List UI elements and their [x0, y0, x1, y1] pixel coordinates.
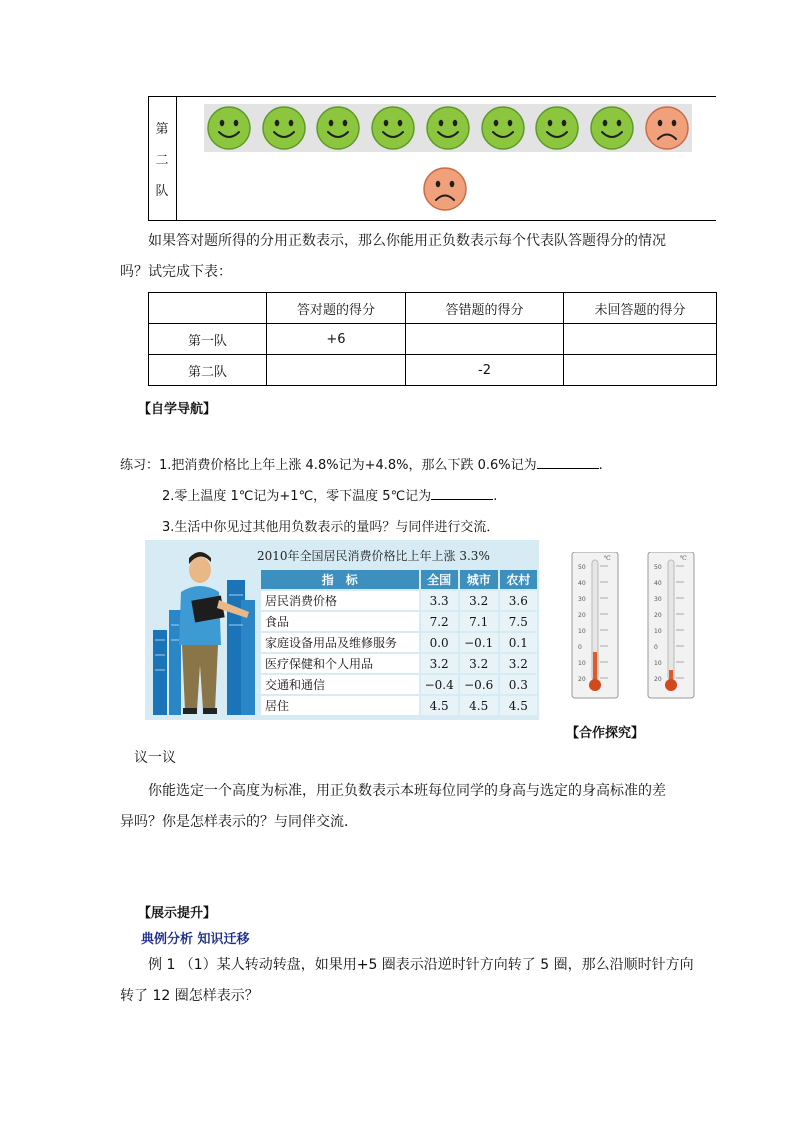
table-cell: 家庭设备用品及维修服务: [261, 633, 419, 652]
intro-line-1: 如果答对题所得的分用正数表示，那么你能用正负数表示每个代表队答题得分的情况: [148, 233, 666, 249]
example-line-1: 例 1 （1）某人转动转盘，如果用+5 圈表示沿逆时针方向转了 5 圈，那么沿顺时针方向: [148, 957, 694, 973]
answer-blank: [537, 456, 599, 469]
answer-blank: [431, 487, 493, 500]
table-cell: 7.1: [460, 612, 498, 631]
unit-label: ℃: [604, 555, 611, 562]
table-cell: 4.5: [500, 696, 537, 715]
table-cell: 7.2: [421, 612, 458, 631]
table-cell: +6: [267, 324, 406, 355]
tick-label: 10: [578, 628, 586, 635]
table-row: [149, 324, 717, 355]
table-row: [261, 612, 537, 631]
table-cell: 3.6: [500, 591, 537, 610]
table-row: [149, 355, 717, 386]
team2-box: [148, 96, 716, 221]
example-line-2: 转了 12 圈怎样表示？: [120, 988, 259, 1004]
section-cooperate: 【合作探究】: [566, 726, 645, 741]
tick-label: 30: [578, 596, 586, 603]
table-row: [261, 675, 537, 694]
table-header-cell: [149, 293, 267, 324]
tick-label: 30: [654, 596, 662, 603]
table-cell: 0.0: [421, 633, 458, 652]
table-cell: [406, 324, 564, 355]
smiley-face-icon: [425, 105, 471, 151]
tick-label: 20: [578, 612, 586, 619]
table-cell: 3.2: [421, 654, 458, 673]
discuss-line-2: 异吗？你是怎样表示的？与同伴交流．: [120, 814, 358, 830]
table-cell: 医疗保健和个人用品: [261, 654, 419, 673]
tick-label: 20: [654, 612, 662, 619]
table-cell: −0.1: [460, 633, 498, 652]
sad-face-icon: [422, 166, 468, 212]
table-cell: 食品: [261, 612, 419, 631]
discuss-title: 议一议: [134, 750, 176, 766]
exercise-1: 练习：1.把消费价格比上年上涨 4.8%记为+4.8%，那么下跌 0.6%记为 .: [120, 458, 603, 473]
smiley-face-icon: [370, 105, 416, 151]
tick-label: 40: [578, 580, 586, 587]
table-header-cell: 未回答题的得分: [564, 293, 717, 324]
thermometers-illustration: [570, 552, 700, 702]
table-cell: [564, 355, 717, 386]
smiley-face-icon: [315, 105, 361, 151]
discuss-line-1: 你能选定一个高度为标准，用正负数表示本班每位同学的身高与选定的身高标准的差: [148, 783, 666, 799]
smiley-face-icon: [534, 105, 580, 151]
table-header-cell: 农村: [500, 570, 537, 589]
table-cell: −0.6: [460, 675, 498, 694]
tick-label: 0: [578, 644, 582, 651]
tick-label: 50: [654, 564, 662, 571]
table-cell: [564, 324, 717, 355]
score-table: [148, 292, 717, 386]
smiley-face-icon: [589, 105, 635, 151]
table-cell: 居住: [261, 696, 419, 715]
smiley-face-icon: [261, 105, 307, 151]
unit-label: ℃: [680, 555, 687, 562]
table-cell: 4.5: [460, 696, 498, 715]
table-header-cell: 答对题的得分: [267, 293, 406, 324]
table-cell: 3.2: [500, 654, 537, 673]
sad-face-icon: [644, 105, 690, 151]
exercise-3: 3.生活中你见过其他用负数表示的量吗？与同伴进行交流．: [162, 520, 500, 535]
table-cell: 3.2: [460, 654, 498, 673]
tick-label: 20: [578, 676, 586, 683]
table-row: [261, 654, 537, 673]
tick-label: 40: [654, 580, 662, 587]
price-table: [259, 568, 539, 717]
team2-label: 第 二 队: [155, 122, 169, 199]
table-cell: 4.5: [421, 696, 458, 715]
table-cell: 7.5: [500, 612, 537, 631]
smiley-face-icon: [206, 105, 252, 151]
analysis-title: 典例分析 知识迁移: [141, 932, 250, 947]
table-cell: 0.1: [500, 633, 537, 652]
exercise-2: 2.零上温度 1℃记为+1℃，零下温度 5℃记为 .: [162, 489, 498, 504]
tick-label: 10: [654, 660, 662, 667]
intro-line-2: 吗？试完成下表：: [120, 264, 232, 280]
table-header-cell: 全国: [421, 570, 458, 589]
table-cell: 第二队: [149, 355, 267, 386]
table-cell: −0.4: [421, 675, 458, 694]
tick-label: 10: [578, 660, 586, 667]
table-header-cell: 指 标: [261, 570, 419, 589]
table-cell: [267, 355, 406, 386]
table-header-cell: 城市: [460, 570, 498, 589]
table-header-row: [149, 293, 717, 324]
tick-label: 0: [654, 644, 658, 651]
man-with-skyline-illustration: [145, 540, 257, 720]
table-header-row: [261, 570, 537, 589]
table-row: [261, 591, 537, 610]
table-header-cell: 答错题的得分: [406, 293, 564, 324]
tick-label: 50: [578, 564, 586, 571]
table-cell: 居民消费价格: [261, 591, 419, 610]
table-row: [261, 696, 537, 715]
smiley-face-icon: [480, 105, 526, 151]
price-index-figure: [145, 540, 539, 720]
table-cell: 0.3: [500, 675, 537, 694]
section-show: 【展示提升】: [138, 906, 217, 921]
table-cell: 第一队: [149, 324, 267, 355]
tick-label: 20: [654, 676, 662, 683]
section-self-study: 【自学导航】: [138, 402, 217, 417]
table-cell: 交通和通信: [261, 675, 419, 694]
table-cell: 3.3: [421, 591, 458, 610]
table-cell: 3.2: [460, 591, 498, 610]
table-row: [261, 633, 537, 652]
table-cell: -2: [406, 355, 564, 386]
tick-label: 10: [654, 628, 662, 635]
figure-title: 2010年全国居民消费价格比上年上涨 3.3%: [257, 549, 490, 563]
